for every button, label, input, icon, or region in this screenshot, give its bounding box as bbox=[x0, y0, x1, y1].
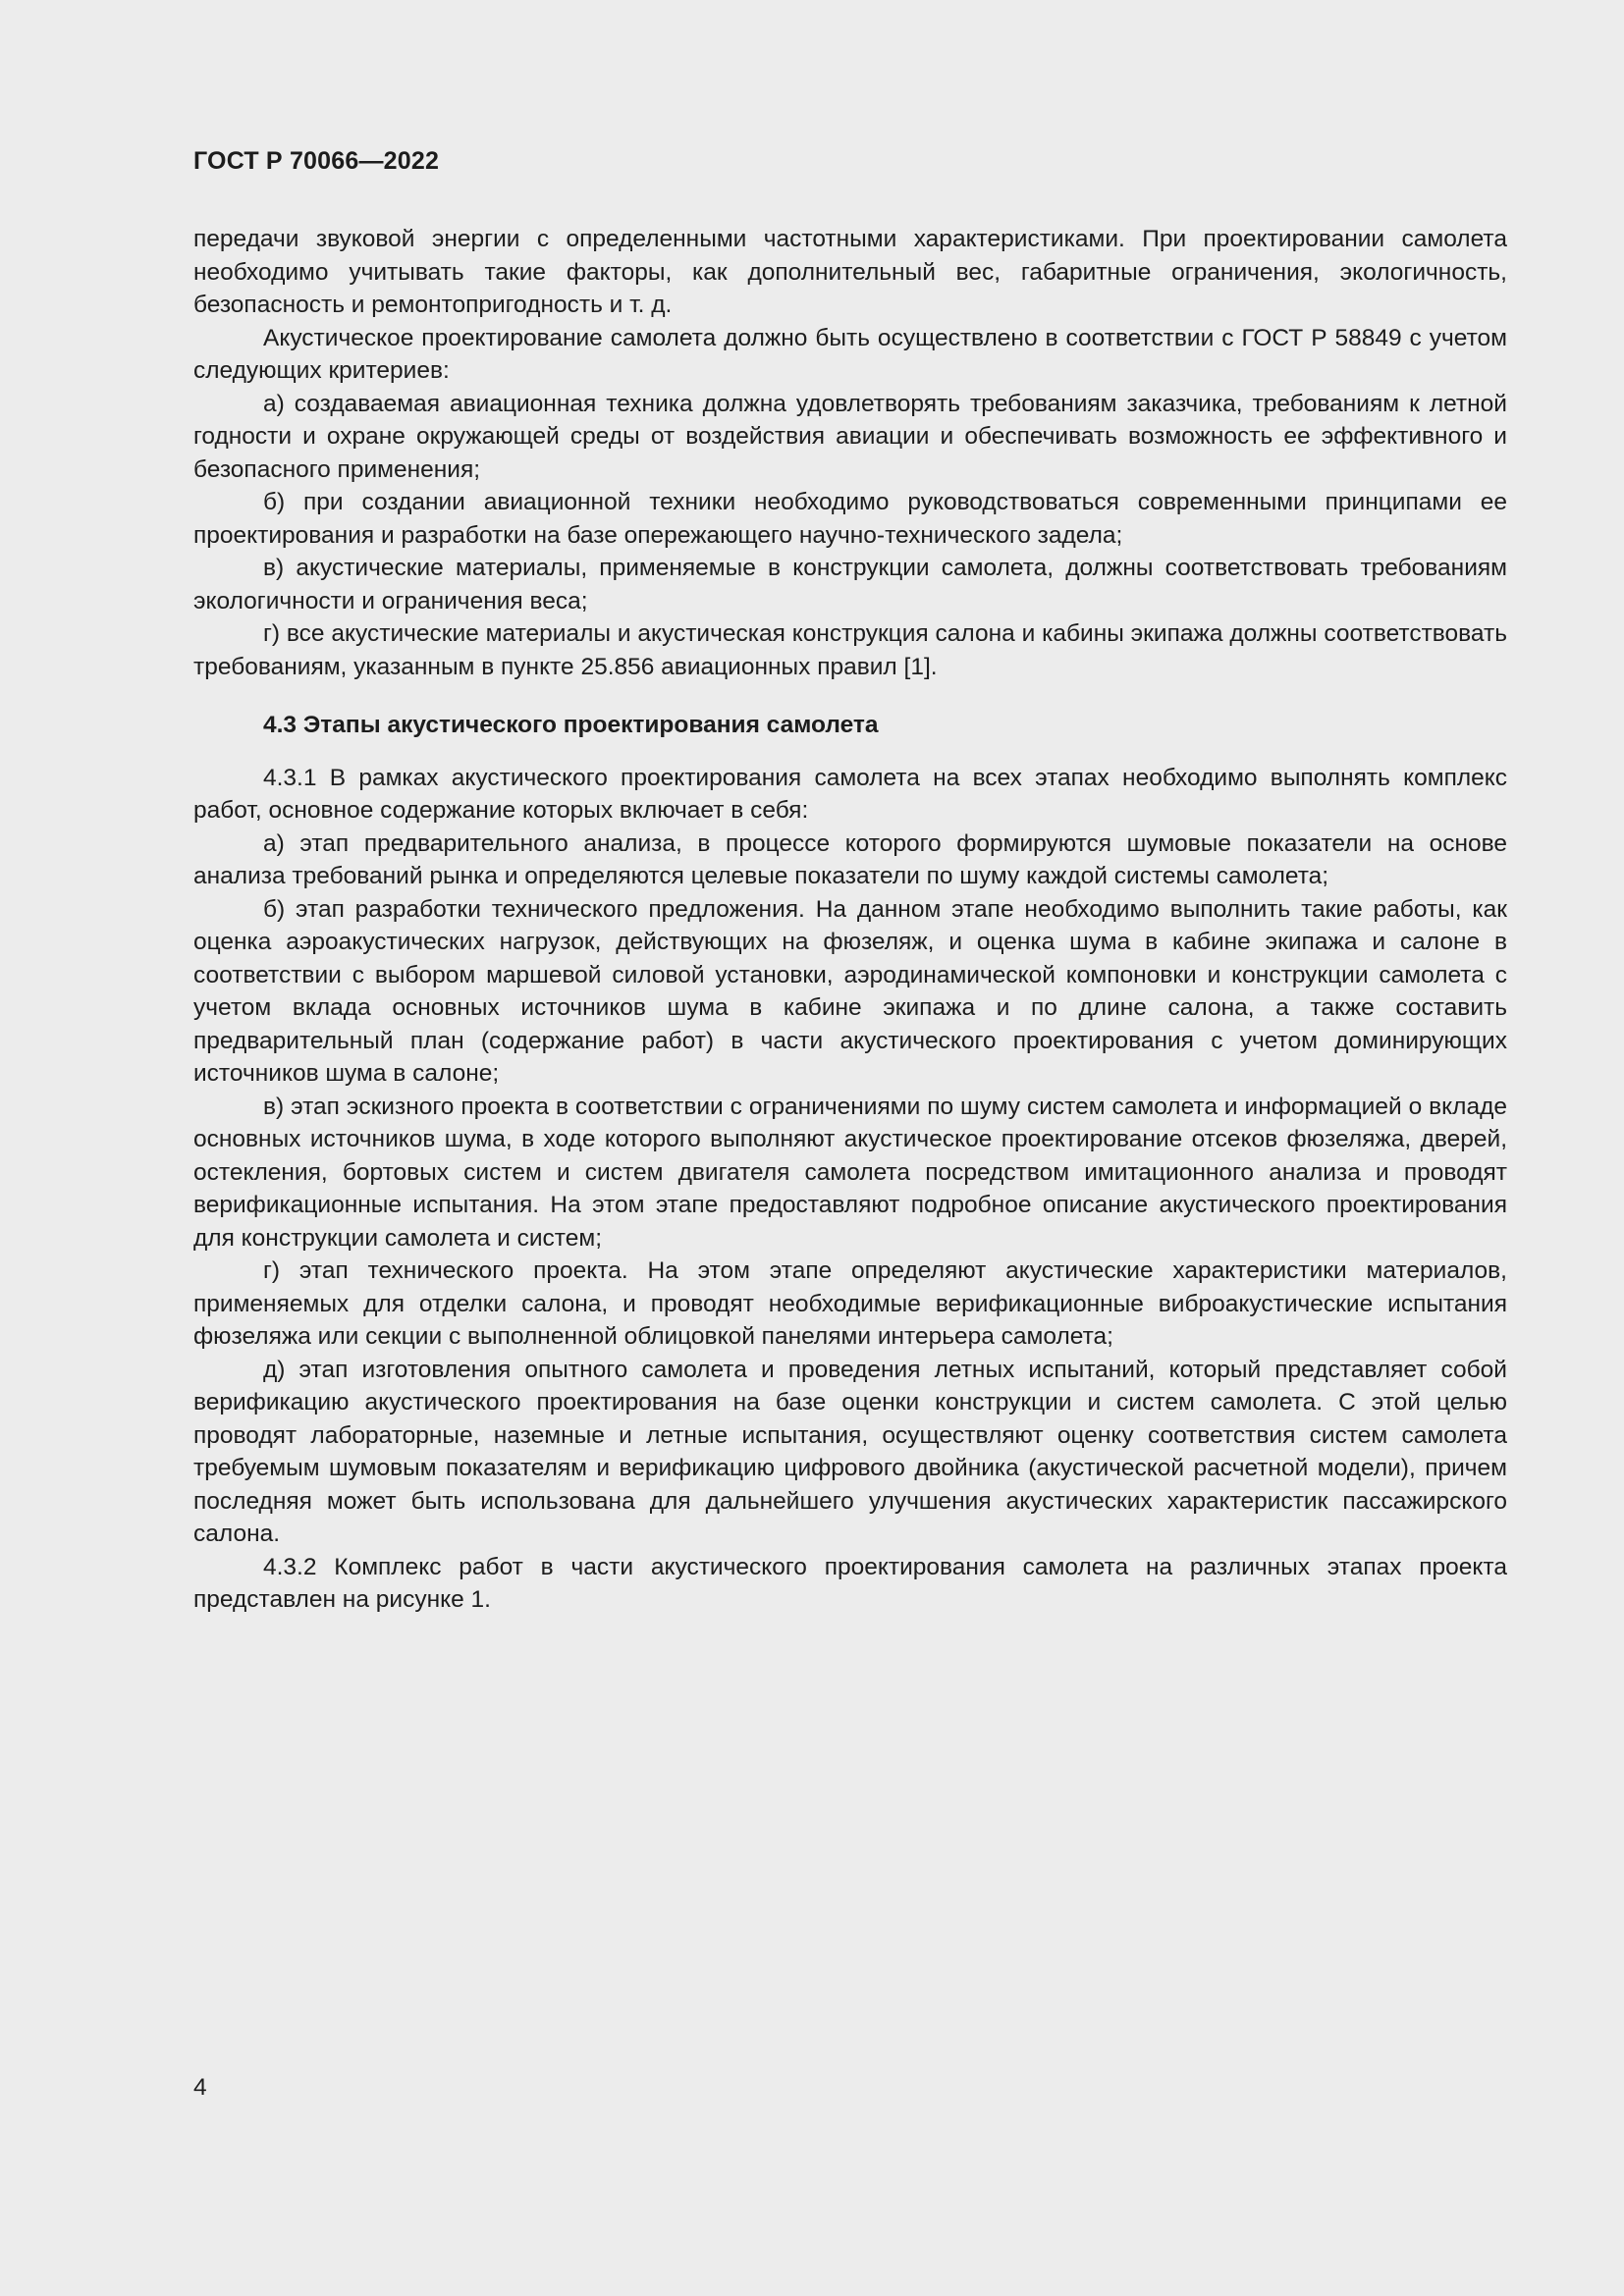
criteria-item-v: в) акустические материалы, применяемые в конструкции самолета, должны соответствовать требованиям экологичности и ограничения веса; bbox=[193, 555, 1507, 614]
stage-item-v: в) этап эскизного проекта в соответствии с ограничениями по шуму систем самолета и информацией о вкладе основных источников шума, в ходе которого выполняют акустическое проектирование отсеков фюзеляжа, дверей, остекления, бортовых систем и систем двигателя самолета посредством имитационного анализа и проводят верификационные испытания. На этом этапе предоставляют подробное описание акустического проектирования для конструкции самолета и систем; bbox=[193, 1093, 1507, 1252]
section-heading: 4.3 Этапы акустического проектирования самолета bbox=[263, 712, 879, 738]
criteria-item-g: г) все акустические материалы и акустическая конструкция салона и кабины экипажа должны соответствовать требованиям, указанным в пункте 25.856 авиационных правил [1]. bbox=[193, 620, 1507, 680]
paragraph-intro: передачи звуковой энергии с определенными частотными характеристиками. При проектировании самолета необходимо учитывать такие факторы, как дополнительный вес, габаритные ограничения, экологичность, безопасность и ремонтопригодность и т. д. bbox=[193, 226, 1507, 318]
document-body bbox=[193, 223, 1507, 1617]
page-number: 4 bbox=[193, 2074, 207, 2101]
stage-item-d: д) этап изготовления опытного самолета и проведения летных испытаний, который представляет собой верификацию акустического проектирования на базе оценки конструкции и систем самолета. С этой целью проводят лабораторные, наземные и летные испытания, осуществляют оценку соответствия систем самолета требуемым шумовым показателям и верификацию цифрового двойника (акустической расчетной модели), причем последняя может быть использована для дальнейшего улучшения акустических характеристик пассажирского салона. bbox=[193, 1356, 1507, 1547]
paragraph-4-3-2: 4.3.2 Комплекс работ в части акустического проектирования самолета на различных этапах проекта представлен на рисунке 1. bbox=[193, 1553, 1507, 1613]
document-header: ГОСТ Р 70066—2022 bbox=[193, 147, 440, 175]
criteria-item-b: б) при создании авиационной техники необходимо руководствоваться современными принципами ее проектирования и разработки на базе опережающего научно-технического задела; bbox=[193, 489, 1507, 549]
stage-item-g: г) этап технического проекта. На этом этапе определяют акустические характеристики материалов, применяемых для отделки салона, и проводят необходимые верификационные виброакустические испытания фюзеляжа или секции с выполненной облицовкой панелями интерьера самолета; bbox=[193, 1257, 1507, 1350]
stage-item-b: б) этап разработки технического предложения. На данном этапе необходимо выполнить такие работы, как оценка аэроакустических нагрузок, действующих на фюзеляж, и оценка шума в кабине экипажа и салоне в соответствии с выбором маршевой силовой установки, аэродинамической компоновки и конструкции самолета с учетом вклада основных источников шума в кабине экипажа и по длине салона, а также составить предварительный план (содержание работ) в части акустического проектирования с учетом доминирующих источников шума в салоне; bbox=[193, 895, 1507, 1087]
stage-item-a: а) этап предварительного анализа, в процессе которого формируются шумовые показатели на основе анализа требований рынка и определяются целевые показатели по шуму каждой системы самолета; bbox=[193, 829, 1507, 889]
criteria-item-a: а) создаваемая авиационная техника должна удовлетворять требованиям заказчика, требованиям к летной годности и охране окружающей среды от воздействия авиации и обеспечивать возможность ее эффективного и безопасного применения; bbox=[193, 390, 1507, 483]
paragraph-4-3-1: 4.3.1 В рамках акустического проектирования самолета на всех этапах необходимо выполнять комплекс работ, основное содержание которых включает в себя: bbox=[193, 764, 1507, 824]
paragraph-criteria: Акустическое проектирование самолета должно быть осуществлено в соответствии с ГОСТ Р 58849 с учетом следующих критериев: bbox=[193, 324, 1507, 384]
